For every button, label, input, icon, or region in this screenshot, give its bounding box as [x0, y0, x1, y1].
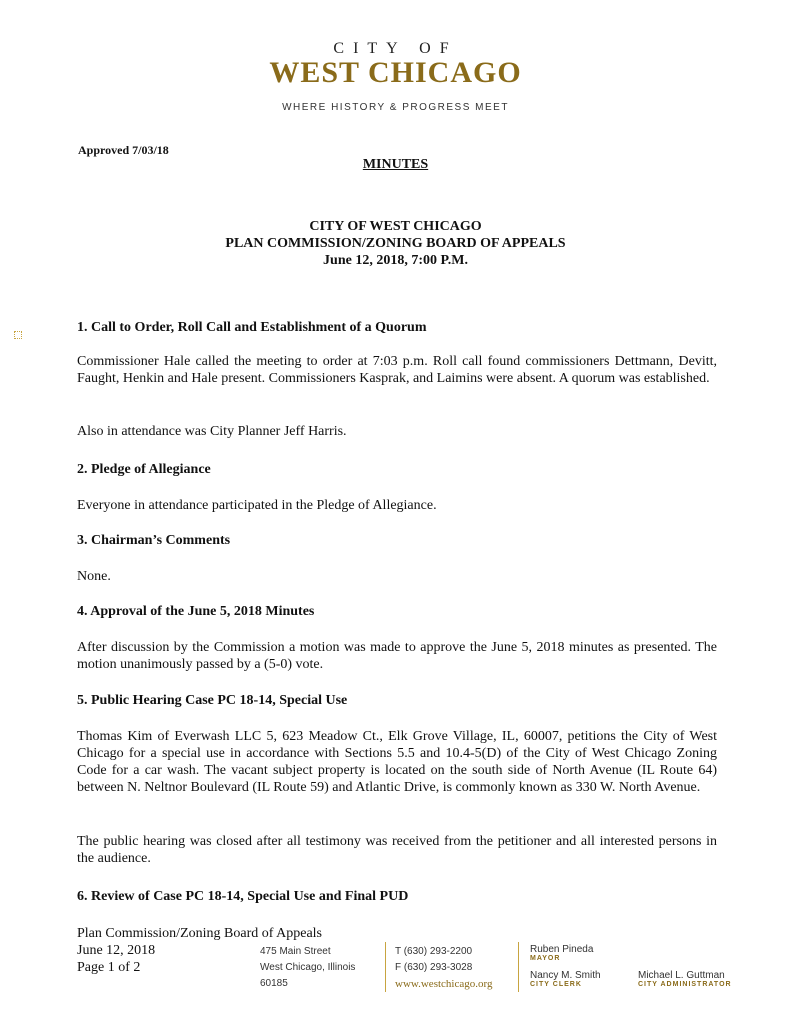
footer-street: 475 Main Street	[260, 946, 331, 957]
heading-board: PLAN COMMISSION/ZONING BOARD OF APPEALS	[225, 236, 566, 251]
section-1-title: 1. Call to Order, Roll Call and Establishment of a Quorum	[77, 320, 427, 335]
footer-page-number: Page 1 of 2	[77, 960, 141, 975]
section-1-paragraph-2: Also in attendance was City Planner Jeff Harris.	[77, 424, 347, 439]
administrator-name: Michael L. Guttman	[638, 970, 725, 981]
administrator-role: CITY ADMINISTRATOR	[638, 981, 732, 988]
heading-date: June 12, 2018, 7:00 P.M.	[323, 253, 468, 268]
section-4-paragraph: After discussion by the Commission a motion was made to approve the June 5, 2018 minutes as presented. The motion unanimously passed by a (5-0) vote.	[77, 640, 717, 672]
footer-divider	[385, 942, 386, 992]
section-1-paragraph-1: Commissioner Hale called the meeting to order at 7:03 p.m. Roll call found commissioners Dettmann, Devitt, Faught, Henkin and Hale present. Commissioners Kasprak, and Laimins were absent. A quorum was established.	[77, 354, 717, 386]
footer-zip: 60185	[260, 978, 288, 989]
document-title: MINUTES	[362, 157, 429, 172]
clerk-name: Nancy M. Smith	[530, 970, 601, 981]
section-5-title: 5. Public Hearing Case PC 18-14, Special Use	[77, 693, 348, 708]
section-6-title: 6. Review of Case PC 18-14, Special Use and Final PUD	[77, 889, 409, 904]
footer-divider	[518, 942, 519, 992]
section-2-title: 2. Pledge of Allegiance	[77, 462, 211, 477]
footer-phone: T (630) 293-2200	[395, 946, 473, 957]
clerk-role: CITY CLERK	[530, 981, 582, 988]
approved-date: Approved 7/03/18	[78, 143, 169, 157]
section-2-paragraph: Everyone in attendance participated in the Pledge of Allegiance.	[77, 498, 437, 513]
section-3-paragraph: None.	[77, 569, 111, 584]
section-3-title: 3. Chairman’s Comments	[77, 533, 231, 548]
footer-date: June 12, 2018	[77, 943, 156, 958]
footer-website-link[interactable]: www.westchicago.org	[395, 978, 493, 990]
footer-address	[260, 944, 355, 992]
section-5-paragraph-1: Thomas Kim of Everwash LLC 5, 623 Meadow Ct., Elk Grove Village, IL, 60007, petitions the City of West Chicago for a special use in accordance with Sections 5.5 and 10.4-5(D) of the City of West Chicago Zoning Code for a car wash. The vacant subject property is located on the south side of North Avenue (IL Route 64) between N. Neltnor Boulevard (IL Route 59) and Atlantic Drive, is commonly known as 330 W. North Avenue.	[77, 729, 717, 795]
mayor-role: MAYOR	[530, 955, 561, 962]
section-5-paragraph-2: The public hearing was closed after all testimony was received from the petitioner and all interested persons in the audience.	[77, 834, 717, 866]
footer-clerk	[530, 970, 601, 988]
letterhead-tagline: WHERE HISTORY & PROGRESS MEET	[282, 102, 509, 113]
letterhead-city-of: CITY OF	[333, 40, 458, 57]
footer-fax: F (630) 293-3028	[395, 962, 473, 973]
margin-marker	[14, 331, 22, 339]
footer-board: Plan Commission/Zoning Board of Appeals	[77, 926, 322, 941]
footer-mayor	[530, 944, 593, 962]
mayor-name: Ruben Pineda	[530, 944, 594, 955]
footer-city-state: West Chicago, Illinois	[260, 962, 356, 973]
section-4-title: 4. Approval of the June 5, 2018 Minutes	[77, 604, 315, 619]
heading-city: CITY OF WEST CHICAGO	[309, 219, 482, 234]
footer-contact	[395, 944, 492, 992]
letterhead-city-name: WEST CHICAGO	[269, 56, 522, 89]
footer-administrator	[638, 970, 732, 988]
